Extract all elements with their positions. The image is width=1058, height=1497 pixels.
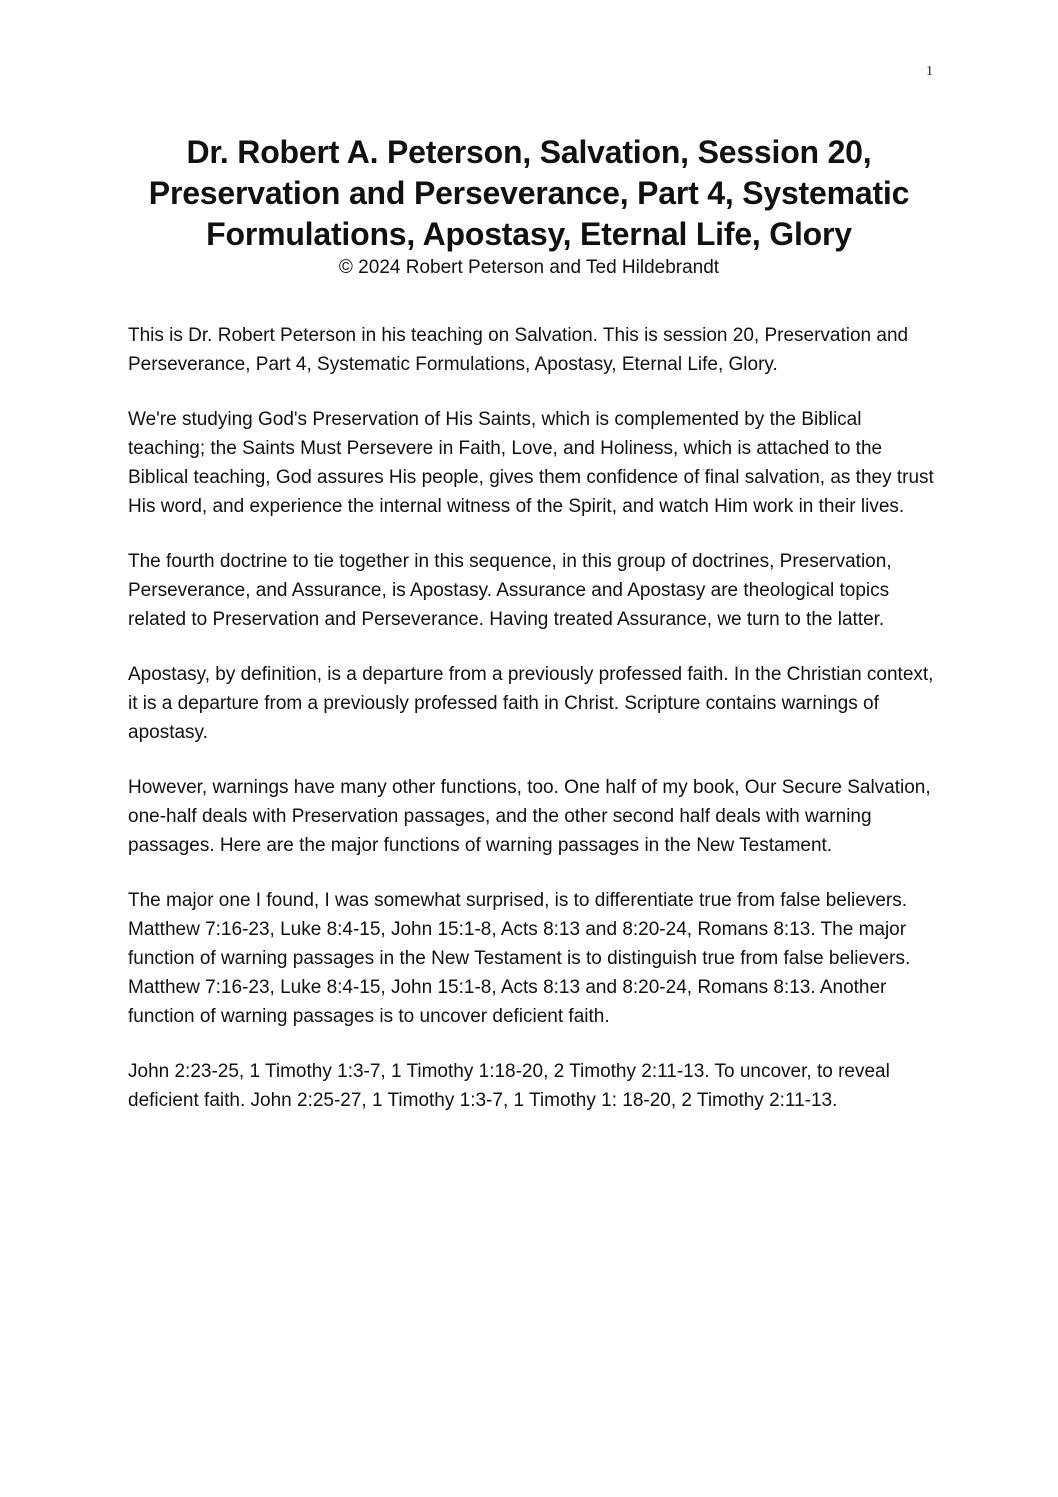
paragraph-fourth-doctrine: The fourth doctrine to tie together in this sequence, in this group of doctrines, Preservation, Perseverance, and Assurance, is Apostasy. Assurance and Apostasy are theological topics related to Preservation and Perseverance. Having treated Assurance, we turn to the latter. xyxy=(128,551,892,630)
paragraph-apostasy-definition: Apostasy, by definition, is a departure from a previously professed faith. In the Christian context, it is a departure from a previously professed faith in Christ. Scripture contains warnings of apostasy. xyxy=(128,664,934,743)
copyright-line: © 2024 Robert Peterson and Ted Hildebrandt xyxy=(338,257,720,278)
document-body xyxy=(128,321,936,1141)
paragraph-intro: This is Dr. Robert Peterson in his teaching on Salvation. This is session 20, Preservation and Perseverance, Part 4, Systematic Formulations, Apostasy, Eternal Life, Glory. xyxy=(128,325,909,375)
paragraph-deficient-faith: John 2:23-25, 1 Timothy 1:3-7, 1 Timothy 1:18-20, 2 Timothy 2:11-13. To uncover, to reveal deficient faith. John 2:25-27, 1 Timothy 1:3-7, 1 Timothy 1: 18-20, 2 Timothy 2:11-13. xyxy=(128,1061,890,1111)
document-header xyxy=(110,132,948,281)
paragraph-preservation: We're studying God's Preservation of His Saints, which is complemented by the Biblical teaching; the Saints Must Persevere in Faith, Love, and Holiness, which is attached to the Biblical teaching, God assures His people, gives them confidence of final salvation, as they trust His word, and experience the internal witness of the Spirit, and watch Him work in their lives. xyxy=(128,409,934,517)
document-title: Dr. Robert A. Peterson, Salvation, Session 20, Preservation and Perseverance, Part 4, Systematic Formulations, Apostasy, Eternal Life, Glory xyxy=(148,134,910,252)
page-number: 1 xyxy=(926,64,933,79)
paragraph-major-function: The major one I found, I was somewhat surprised, is to differentiate true from false believers. Matthew 7:16-23, Luke 8:4-15, John 15:1-8, Acts 8:13 and 8:20-24, Romans 8:13. The major function of warning passages in the New Testament is to distinguish true from false believers. Matthew 7:16-23, Luke 8:4-15, John 15:1-8, Acts 8:13 and 8:20-24, Romans 8:13. Another function of warning passages is to uncover deficient faith. xyxy=(128,890,911,1027)
paragraph-warnings: However, warnings have many other functions, too. One half of my book, Our Secure Salvation, one-half deals with Preservation passages, and the other second half deals with warning passages. Here are the major functions of warning passages in the New Testament. xyxy=(128,777,931,856)
